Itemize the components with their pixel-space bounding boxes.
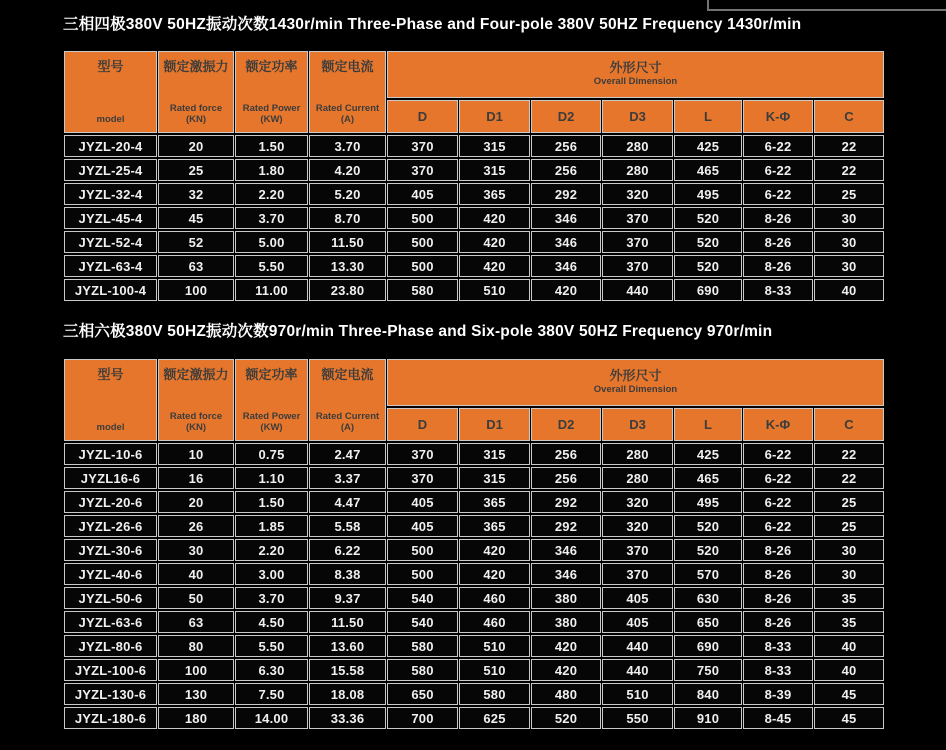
column-header-zh: 额定电流 — [321, 366, 374, 382]
value-cell: 630 — [674, 587, 742, 609]
value-cell: 63 — [158, 611, 234, 633]
value-cell: 480 — [531, 683, 601, 705]
value-cell: 11.50 — [309, 231, 386, 253]
value-cell: 14.00 — [235, 707, 308, 729]
value-cell: 100 — [158, 279, 234, 301]
value-cell: 510 — [459, 635, 530, 657]
value-cell: 570 — [674, 563, 742, 585]
value-cell: 45 — [158, 207, 234, 229]
value-cell: 40 — [814, 279, 884, 301]
value-cell: 63 — [158, 255, 234, 277]
value-cell: 370 — [602, 207, 673, 229]
value-cell: 6-22 — [743, 159, 813, 181]
value-cell: 6-22 — [743, 135, 813, 157]
column-header-en: Rated Power (KW) — [242, 102, 301, 125]
value-cell: 460 — [459, 611, 530, 633]
column-header-dim-d3: D3 — [602, 408, 673, 441]
value-cell: 2.20 — [235, 183, 308, 205]
value-cell: 8-33 — [743, 659, 813, 681]
value-cell: 346 — [531, 231, 601, 253]
value-cell: 25 — [158, 159, 234, 181]
column-header-dim-d2: D2 — [531, 408, 601, 441]
column-header-dim-c: C — [814, 408, 884, 441]
value-cell: 7.50 — [235, 683, 308, 705]
value-cell: 320 — [602, 515, 673, 537]
value-cell: 292 — [531, 491, 601, 513]
column-header-zh: 额定激振力 — [163, 58, 229, 74]
column-header-dim-l: L — [674, 408, 742, 441]
value-cell: 45 — [814, 683, 884, 705]
value-cell: 3.00 — [235, 563, 308, 585]
column-header-en: model — [96, 421, 125, 433]
value-cell: 465 — [674, 467, 742, 489]
value-cell: 520 — [674, 539, 742, 561]
value-cell: 405 — [387, 515, 458, 537]
value-cell: 6-22 — [743, 515, 813, 537]
value-cell: 280 — [602, 443, 673, 465]
value-cell: 8-26 — [743, 255, 813, 277]
table-row — [64, 707, 884, 729]
table-row — [64, 443, 884, 465]
value-cell: 370 — [387, 443, 458, 465]
value-cell: 6-22 — [743, 467, 813, 489]
value-cell: 292 — [531, 515, 601, 537]
value-cell: 0.75 — [235, 443, 308, 465]
column-header-main-3 — [309, 51, 386, 133]
value-cell: 420 — [531, 635, 601, 657]
value-cell: 20 — [158, 135, 234, 157]
value-cell: 750 — [674, 659, 742, 681]
value-cell: 130 — [158, 683, 234, 705]
value-cell: 280 — [602, 135, 673, 157]
model-cell: JYZL-45-4 — [64, 207, 157, 229]
value-cell: 35 — [814, 611, 884, 633]
value-cell: 50 — [158, 587, 234, 609]
value-cell: 32 — [158, 183, 234, 205]
value-cell: 15.58 — [309, 659, 386, 681]
value-cell: 580 — [387, 279, 458, 301]
value-cell: 520 — [674, 515, 742, 537]
value-cell: 1.85 — [235, 515, 308, 537]
value-cell: 8-39 — [743, 683, 813, 705]
column-header-overall-dimension — [387, 51, 884, 98]
section-six-pole — [63, 303, 946, 731]
value-cell: 315 — [459, 159, 530, 181]
value-cell: 520 — [674, 231, 742, 253]
value-cell: 25 — [814, 491, 884, 513]
value-cell: 2.20 — [235, 539, 308, 561]
value-cell: 8-26 — [743, 539, 813, 561]
value-cell: 22 — [814, 135, 884, 157]
value-cell: 40 — [158, 563, 234, 585]
column-header-dim-k-φ: K-Φ — [743, 100, 813, 133]
model-cell: JYZL-63-4 — [64, 255, 157, 277]
value-cell: 370 — [602, 255, 673, 277]
column-header-main-1 — [158, 51, 234, 133]
column-header-zh: 额定功率 — [245, 366, 298, 382]
value-cell: 8-26 — [743, 231, 813, 253]
value-cell: 8-26 — [743, 587, 813, 609]
value-cell: 465 — [674, 159, 742, 181]
value-cell: 405 — [387, 491, 458, 513]
value-cell: 8-33 — [743, 635, 813, 657]
column-header-en: Rated force (KN) — [169, 410, 223, 433]
value-cell: 4.20 — [309, 159, 386, 181]
value-cell: 256 — [531, 159, 601, 181]
table-row — [64, 587, 884, 609]
value-cell: 9.37 — [309, 587, 386, 609]
column-header-dim-d1: D1 — [459, 100, 530, 133]
value-cell: 40 — [814, 635, 884, 657]
value-cell: 425 — [674, 135, 742, 157]
column-header-zh: 型号 — [97, 366, 124, 382]
value-cell: 540 — [387, 611, 458, 633]
value-cell: 8.70 — [309, 207, 386, 229]
value-cell: 52 — [158, 231, 234, 253]
section-title-six-pole: 三相六极380V 50HZ振动次数970r/min Three-Phase and Six-pole 380V 50HZ Frequency 970r/min — [63, 323, 773, 340]
value-cell: 500 — [387, 539, 458, 561]
value-cell: 1.10 — [235, 467, 308, 489]
value-cell: 580 — [387, 659, 458, 681]
value-cell: 80 — [158, 635, 234, 657]
value-cell: 8-33 — [743, 279, 813, 301]
value-cell: 8.38 — [309, 563, 386, 585]
table-row — [64, 183, 884, 205]
table-row — [64, 255, 884, 277]
value-cell: 510 — [602, 683, 673, 705]
value-cell: 440 — [602, 635, 673, 657]
value-cell: 510 — [459, 659, 530, 681]
column-header-en: Rated Current (A) — [315, 410, 380, 433]
model-cell: JYZL-26-6 — [64, 515, 157, 537]
value-cell: 4.47 — [309, 491, 386, 513]
model-cell: JYZL-25-4 — [64, 159, 157, 181]
value-cell: 520 — [531, 707, 601, 729]
value-cell: 8-26 — [743, 207, 813, 229]
value-cell: 1.50 — [235, 491, 308, 513]
value-cell: 30 — [814, 231, 884, 253]
value-cell: 420 — [459, 231, 530, 253]
value-cell: 370 — [602, 563, 673, 585]
value-cell: 420 — [459, 563, 530, 585]
value-cell: 365 — [459, 515, 530, 537]
value-cell: 346 — [531, 539, 601, 561]
value-cell: 280 — [602, 159, 673, 181]
value-cell: 8-26 — [743, 563, 813, 585]
value-cell: 500 — [387, 255, 458, 277]
value-cell: 3.70 — [309, 135, 386, 157]
value-cell: 346 — [531, 255, 601, 277]
model-cell: JYZL-180-6 — [64, 707, 157, 729]
value-cell: 315 — [459, 443, 530, 465]
value-cell: 315 — [459, 467, 530, 489]
value-cell: 520 — [674, 207, 742, 229]
value-cell: 23.80 — [309, 279, 386, 301]
value-cell: 500 — [387, 207, 458, 229]
column-header-zh: 型号 — [97, 58, 124, 74]
value-cell: 625 — [459, 707, 530, 729]
value-cell: 8-26 — [743, 611, 813, 633]
value-cell: 320 — [602, 183, 673, 205]
value-cell: 16 — [158, 467, 234, 489]
value-cell: 520 — [674, 255, 742, 277]
column-header-overall-dimension — [387, 359, 884, 406]
value-cell: 2.47 — [309, 443, 386, 465]
value-cell: 256 — [531, 135, 601, 157]
model-cell: JYZL-80-6 — [64, 635, 157, 657]
model-cell: JYZL-40-6 — [64, 563, 157, 585]
value-cell: 5.00 — [235, 231, 308, 253]
value-cell: 4.50 — [235, 611, 308, 633]
column-header-dim-l: L — [674, 100, 742, 133]
model-cell: JYZL-32-4 — [64, 183, 157, 205]
value-cell: 580 — [459, 683, 530, 705]
column-header-zh: 额定功率 — [245, 58, 298, 74]
value-cell: 18.08 — [309, 683, 386, 705]
value-cell: 180 — [158, 707, 234, 729]
value-cell: 6-22 — [743, 491, 813, 513]
value-cell: 256 — [531, 467, 601, 489]
value-cell: 25 — [814, 515, 884, 537]
value-cell: 33.36 — [309, 707, 386, 729]
value-cell: 26 — [158, 515, 234, 537]
value-cell: 5.20 — [309, 183, 386, 205]
table-row — [64, 279, 884, 301]
value-cell: 292 — [531, 183, 601, 205]
value-cell: 6-22 — [743, 443, 813, 465]
model-cell: JYZL16-6 — [64, 467, 157, 489]
value-cell: 5.50 — [235, 635, 308, 657]
value-cell: 6.22 — [309, 539, 386, 561]
value-cell: 420 — [459, 255, 530, 277]
value-cell: 690 — [674, 635, 742, 657]
value-cell: 22 — [814, 467, 884, 489]
value-cell: 650 — [387, 683, 458, 705]
value-cell: 380 — [531, 587, 601, 609]
value-cell: 5.50 — [235, 255, 308, 277]
value-cell: 25 — [814, 183, 884, 205]
value-cell: 700 — [387, 707, 458, 729]
model-cell: JYZL-10-6 — [64, 443, 157, 465]
model-cell: JYZL-130-6 — [64, 683, 157, 705]
value-cell: 690 — [674, 279, 742, 301]
value-cell: 420 — [531, 279, 601, 301]
value-cell: 256 — [531, 443, 601, 465]
model-cell: JYZL-100-6 — [64, 659, 157, 681]
model-cell: JYZL-20-6 — [64, 491, 157, 513]
column-header-zh: 额定激振力 — [163, 366, 229, 382]
spec-table-four-pole — [63, 49, 885, 303]
column-header-en: Rated Power (KW) — [242, 410, 301, 433]
value-cell: 370 — [602, 231, 673, 253]
value-cell: 30 — [158, 539, 234, 561]
table-row — [64, 231, 884, 253]
value-cell: 425 — [674, 443, 742, 465]
value-cell: 420 — [459, 207, 530, 229]
spec-table-six-pole — [63, 357, 885, 731]
model-cell: JYZL-30-6 — [64, 539, 157, 561]
value-cell: 495 — [674, 491, 742, 513]
value-cell: 380 — [531, 611, 601, 633]
section-title-four-pole: 三相四极380V 50HZ振动次数1430r/min Three-Phase and Four-pole 380V 50HZ Frequency 1430r/min — [63, 16, 802, 33]
value-cell: 840 — [674, 683, 742, 705]
value-cell: 22 — [814, 443, 884, 465]
table-row — [64, 659, 884, 681]
value-cell: 440 — [602, 279, 673, 301]
value-cell: 346 — [531, 563, 601, 585]
table-row — [64, 539, 884, 561]
value-cell: 370 — [387, 467, 458, 489]
value-cell: 405 — [602, 611, 673, 633]
column-header-main-1 — [158, 359, 234, 441]
value-cell: 420 — [459, 539, 530, 561]
value-cell: 8-45 — [743, 707, 813, 729]
table-row — [64, 159, 884, 181]
value-cell: 370 — [602, 539, 673, 561]
value-cell: 320 — [602, 491, 673, 513]
column-header-en: Rated Current (A) — [315, 102, 380, 125]
value-cell: 3.70 — [235, 587, 308, 609]
dimension-group-en: Overall Dimension — [593, 384, 678, 396]
value-cell: 346 — [531, 207, 601, 229]
column-header-dim-d1: D1 — [459, 408, 530, 441]
value-cell: 650 — [674, 611, 742, 633]
table-row — [64, 515, 884, 537]
value-cell: 405 — [387, 183, 458, 205]
column-header-en: model — [96, 113, 125, 125]
table-row — [64, 135, 884, 157]
cropped-element-edge — [707, 0, 946, 11]
value-cell: 365 — [459, 491, 530, 513]
value-cell: 35 — [814, 587, 884, 609]
model-cell: JYZL-20-4 — [64, 135, 157, 157]
table-row — [64, 491, 884, 513]
column-header-zh: 额定电流 — [321, 58, 374, 74]
value-cell: 420 — [531, 659, 601, 681]
column-header-main-3 — [309, 359, 386, 441]
section-four-pole — [63, 0, 946, 303]
value-cell: 460 — [459, 587, 530, 609]
value-cell: 580 — [387, 635, 458, 657]
value-cell: 30 — [814, 563, 884, 585]
value-cell: 1.50 — [235, 135, 308, 157]
value-cell: 30 — [814, 539, 884, 561]
dimension-group-zh: 外形尺寸 — [609, 367, 662, 383]
value-cell: 540 — [387, 587, 458, 609]
column-header-dim-d3: D3 — [602, 100, 673, 133]
column-header-main-2 — [235, 359, 308, 441]
value-cell: 30 — [814, 255, 884, 277]
value-cell: 13.30 — [309, 255, 386, 277]
table-row — [64, 207, 884, 229]
value-cell: 500 — [387, 563, 458, 585]
column-header-model — [64, 51, 157, 133]
value-cell: 910 — [674, 707, 742, 729]
column-header-dim-d: D — [387, 100, 458, 133]
column-header-dim-c: C — [814, 100, 884, 133]
column-header-dim-d2: D2 — [531, 100, 601, 133]
value-cell: 5.58 — [309, 515, 386, 537]
value-cell: 280 — [602, 467, 673, 489]
table-row — [64, 611, 884, 633]
value-cell: 40 — [814, 659, 884, 681]
value-cell: 45 — [814, 707, 884, 729]
value-cell: 6.30 — [235, 659, 308, 681]
value-cell: 370 — [387, 159, 458, 181]
value-cell: 550 — [602, 707, 673, 729]
value-cell: 370 — [387, 135, 458, 157]
value-cell: 10 — [158, 443, 234, 465]
value-cell: 1.80 — [235, 159, 308, 181]
column-header-en: Rated force (KN) — [169, 102, 223, 125]
table-row — [64, 683, 884, 705]
model-cell: JYZL-63-6 — [64, 611, 157, 633]
value-cell: 22 — [814, 159, 884, 181]
value-cell: 3.70 — [235, 207, 308, 229]
model-cell: JYZL-100-4 — [64, 279, 157, 301]
table-row — [64, 467, 884, 489]
column-header-main-2 — [235, 51, 308, 133]
value-cell: 20 — [158, 491, 234, 513]
value-cell: 365 — [459, 183, 530, 205]
value-cell: 11.00 — [235, 279, 308, 301]
value-cell: 510 — [459, 279, 530, 301]
column-header-dim-k-φ: K-Φ — [743, 408, 813, 441]
value-cell: 3.37 — [309, 467, 386, 489]
value-cell: 405 — [602, 587, 673, 609]
model-cell: JYZL-50-6 — [64, 587, 157, 609]
dimension-group-en: Overall Dimension — [593, 76, 678, 88]
value-cell: 6-22 — [743, 183, 813, 205]
value-cell: 11.50 — [309, 611, 386, 633]
dimension-group-zh: 外形尺寸 — [609, 59, 662, 75]
table-row — [64, 563, 884, 585]
value-cell: 440 — [602, 659, 673, 681]
column-header-model — [64, 359, 157, 441]
table-row — [64, 635, 884, 657]
column-header-dim-d: D — [387, 408, 458, 441]
value-cell: 495 — [674, 183, 742, 205]
value-cell: 100 — [158, 659, 234, 681]
value-cell: 30 — [814, 207, 884, 229]
model-cell: JYZL-52-4 — [64, 231, 157, 253]
value-cell: 315 — [459, 135, 530, 157]
value-cell: 13.60 — [309, 635, 386, 657]
value-cell: 500 — [387, 231, 458, 253]
